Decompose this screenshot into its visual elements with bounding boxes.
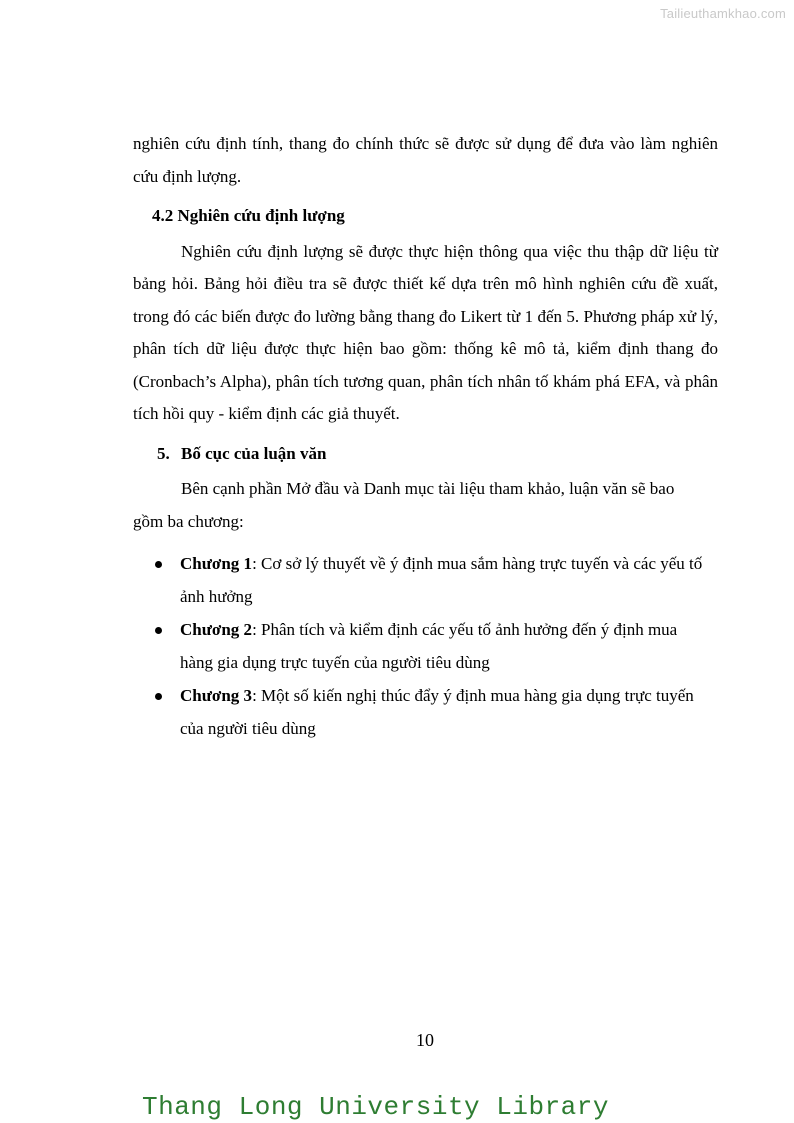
section-heading-5 bbox=[133, 438, 718, 471]
spacer bbox=[133, 431, 718, 437]
section-heading-4-2: 4.2 Nghiên cứu định lượng bbox=[152, 206, 345, 225]
bullet-icon bbox=[155, 561, 162, 568]
document-body bbox=[133, 128, 718, 746]
chapter-text: : Phân tích và kiểm định các yếu tố ảnh hưởng đến ý định mua hàng gia dụng trực tuyến của người tiêu dùng bbox=[180, 620, 678, 672]
section-number: 5. bbox=[157, 443, 170, 463]
list-item bbox=[133, 614, 718, 679]
library-footer: Thang Long University Library bbox=[142, 1092, 609, 1122]
chapter-text: : Cơ sở lý thuyết về ý định mua sắm hàng trực tuyến và các yếu tố ảnh hưởng bbox=[180, 554, 703, 606]
chapter-list bbox=[133, 548, 718, 745]
bullet-icon bbox=[155, 693, 162, 700]
section-5-paragraph: Bên cạnh phần Mở đầu và Danh mục tài liệu tham khảo, luận văn sẽ bao gồm ba chương: bbox=[133, 479, 675, 531]
list-item bbox=[133, 548, 718, 613]
chapter-text: : Một số kiến nghị thúc đẩy ý định mua hàng gia dụng trực tuyến của người tiêu dùng bbox=[180, 686, 694, 738]
intro-paragraph: nghiên cứu định tính, thang đo chính thức sẽ được sử dụng để đưa vào làm nghiên cứu định lượng. bbox=[133, 134, 718, 186]
spacer bbox=[133, 193, 718, 199]
watermark-text: Tailieuthamkhao.com bbox=[660, 6, 786, 21]
section-title: Bố cục của luận văn bbox=[181, 443, 327, 463]
list-item bbox=[133, 680, 718, 745]
chapter-label: Chương 1 bbox=[180, 554, 253, 573]
bullet-icon bbox=[155, 627, 162, 634]
chapter-label: Chương 2 bbox=[180, 620, 253, 639]
page-number: 10 bbox=[416, 1030, 434, 1050]
section-4-2-paragraph: Nghiên cứu định lượng sẽ được thực hiện thông qua việc thu thập dữ liệu từ bảng hỏi. Bảng hỏi điều tra sẽ được thiết kế dựa trên mô hình nghiên cứu đề xuất, trong đó các biến được đo lường bằng thang đo Likert từ 1 đến 5. Phương pháp xử lý, phân tích dữ liệu được thực hiện bao gồm: thống kê mô tả, kiểm định thang đo (Cronbach’s Alpha), phân tích tương quan, phân tích nhân tố khám phá EFA, và phân tích hồi quy - kiểm định các giả thuyết. bbox=[133, 241, 718, 423]
chapter-label: Chương 3 bbox=[180, 686, 253, 705]
